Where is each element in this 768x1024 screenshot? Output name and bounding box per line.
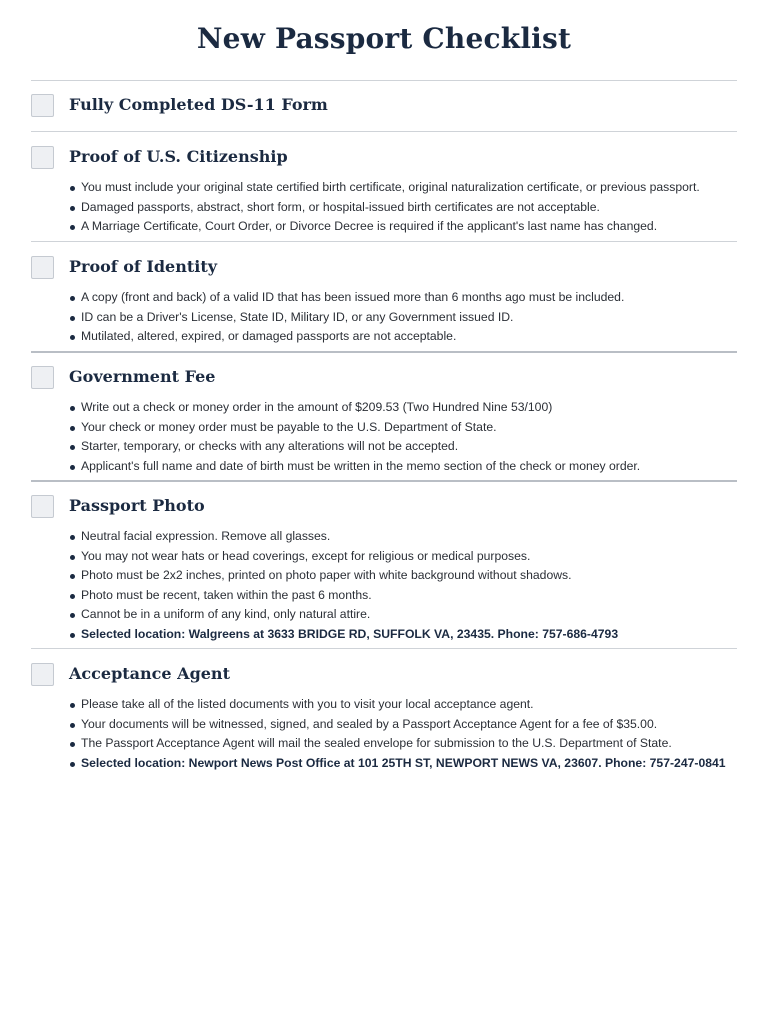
section-title: Proof of U.S. Citizenship bbox=[69, 147, 288, 166]
checkbox-government-fee[interactable] bbox=[31, 366, 54, 389]
list-item: Please take all of the listed documents with you to visit your local acceptance agent. bbox=[69, 695, 726, 715]
divider bbox=[31, 480, 737, 482]
checkbox-passport-photo[interactable] bbox=[31, 495, 54, 518]
section-title: Acceptance Agent bbox=[69, 664, 230, 683]
list-item: Photo must be 2x2 inches, printed on photo paper with white background without shadows. bbox=[69, 566, 618, 586]
list-item: You must include your original state certified birth certificate, original naturalization certificate, or previous passport. bbox=[69, 178, 700, 198]
list-item: Applicant's full name and date of birth must be written in the memo section of the check or money order. bbox=[69, 457, 640, 477]
bullet-list bbox=[69, 288, 624, 347]
divider bbox=[31, 80, 737, 81]
section-title: Government Fee bbox=[69, 367, 216, 386]
bullet-list bbox=[69, 527, 618, 644]
list-item: Damaged passports, abstract, short form, or hospital-issued birth certificates are not acceptable. bbox=[69, 198, 700, 218]
section-title: Passport Photo bbox=[69, 496, 205, 515]
section-title: Fully Completed DS-11 Form bbox=[69, 95, 328, 114]
selected-location: Selected location: Walgreens at 3633 BRIDGE RD, SUFFOLK VA, 23435. Phone: 757-686-4793 bbox=[69, 625, 618, 645]
list-item: A Marriage Certificate, Court Order, or Divorce Decree is required if the applicant's last name has changed. bbox=[69, 217, 700, 237]
section-title: Proof of Identity bbox=[69, 257, 218, 276]
list-item: Neutral facial expression. Remove all glasses. bbox=[69, 527, 618, 547]
list-item: The Passport Acceptance Agent will mail the sealed envelope for submission to the U.S. Department of State. bbox=[69, 734, 726, 754]
list-item: Starter, temporary, or checks with any alterations will not be accepted. bbox=[69, 437, 640, 457]
divider bbox=[31, 648, 737, 649]
checkbox-acceptance-agent[interactable] bbox=[31, 663, 54, 686]
bullet-list bbox=[69, 178, 700, 237]
checkbox-identity[interactable] bbox=[31, 256, 54, 279]
list-item: You may not wear hats or head coverings, except for religious or medical purposes. bbox=[69, 547, 618, 567]
checkbox-ds11-form[interactable] bbox=[31, 94, 54, 117]
list-item: ID can be a Driver's License, State ID, Military ID, or any Government issued ID. bbox=[69, 308, 624, 328]
list-item: Photo must be recent, taken within the past 6 months. bbox=[69, 586, 618, 606]
checkbox-citizenship[interactable] bbox=[31, 146, 54, 169]
list-item: A copy (front and back) of a valid ID that has been issued more than 6 months ago must be included. bbox=[69, 288, 624, 308]
list-item: Mutilated, altered, expired, or damaged passports are not acceptable. bbox=[69, 327, 624, 347]
divider bbox=[31, 351, 737, 353]
list-item: Cannot be in a uniform of any kind, only natural attire. bbox=[69, 605, 618, 625]
list-item: Write out a check or money order in the amount of $209.53 (Two Hundred Nine 53/100) bbox=[69, 398, 640, 418]
selected-location: Selected location: Newport News Post Office at 101 25TH ST, NEWPORT NEWS VA, 23607. Phone: 757-247-0841 bbox=[69, 754, 726, 774]
page-title: New Passport Checklist bbox=[196, 22, 572, 55]
list-item: Your check or money order must be payable to the U.S. Department of State. bbox=[69, 418, 640, 438]
divider bbox=[31, 241, 737, 242]
divider bbox=[31, 131, 737, 132]
bullet-list bbox=[69, 695, 726, 773]
list-item: Your documents will be witnessed, signed, and sealed by a Passport Acceptance Agent for a fee of $35.00. bbox=[69, 715, 726, 735]
bullet-list bbox=[69, 398, 640, 476]
